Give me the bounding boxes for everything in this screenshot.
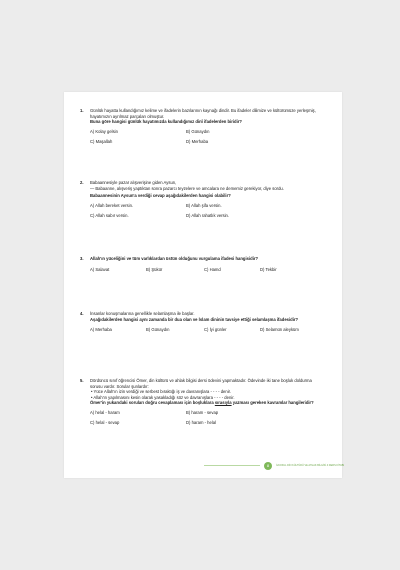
question-text: İnsanlar konuşmalarına genellikle selamlaşma ile başlar.: [90, 311, 195, 316]
answer-row: [90, 213, 324, 219]
answer-row: [90, 139, 324, 145]
option-a[interactable]: A) Merhaba: [90, 327, 112, 333]
question-number: 5.: [80, 378, 84, 383]
question-text: Dördüncü sınıf öğrencisi Ömer, din kültürü ve ahlak bilgisi dersi ödevini yapmaktadır. Ödevinde iki tane boşluk doldurma sorusu vardır. Sorular şunlardır:: [90, 378, 312, 389]
worksheet-page: [64, 92, 345, 478]
option-c[interactable]: C) Allah sabır versin.: [90, 212, 129, 218]
option-c[interactable]: C) İyi günler: [204, 327, 227, 333]
answer-row: [90, 203, 324, 209]
option-a[interactable]: A) Salavat: [90, 266, 110, 272]
option-a[interactable]: A) Allah bereket versin.: [90, 202, 134, 208]
option-d[interactable]: D) Tekbir: [260, 266, 277, 272]
question-prompt: Allah'ın yüceliğini ve tüm varlıklardan üstün olduğunu vurgulama ifadesi hangisidir?: [90, 256, 259, 261]
option-c[interactable]: C) Hamd: [204, 266, 221, 272]
question-text: Günlük hayatta kullandığımız kelime ve ifadelerin bazılarının kaynağı dindir. Bu ifadeler dilimize ve kültürümüze yerleşmiş, hayatımızın ayrılmaz parçaları olmuştur.: [90, 108, 316, 119]
question-prompt: [90, 400, 324, 406]
bullet-item: • Yüce Allah'ın izin verdiği ve serbest bıraktığı iş ve davranışlara - - - - denir.: [91, 389, 231, 395]
question-prompt: Aşağıdakilerden hangisi aynı zamanda bir dua olan ve İslam dininin tavsiye ettiği selamlaşma ifadesidir?: [90, 316, 299, 322]
option-b[interactable]: B) Günaydın: [186, 128, 210, 134]
answer-row: [90, 410, 324, 416]
answer-row: [90, 420, 324, 426]
answer-row: [90, 267, 324, 273]
option-d[interactable]: D) Merhaba: [186, 138, 209, 144]
answer-row: [90, 129, 324, 135]
option-a[interactable]: A) Kolay gelsin: [90, 128, 118, 134]
prompt-part: Ömer'in yukarıdaki soruları doğru cevaplaması için boşluklara: [90, 400, 215, 406]
answer-row: [90, 327, 324, 333]
bullet-item: • Allah'ın yapılmasını kesin olarak yasakladığı söz ve davranışlara - - - - denir.: [91, 394, 235, 400]
footer-text: İLKOKUL DİN KÜLTÜRÜ VE AHLAK BİLGİSİ 4 DERS KİTABI: [276, 464, 345, 467]
option-b[interactable]: B) haram - sevap: [186, 409, 219, 415]
option-b[interactable]: B) Şükür: [146, 266, 163, 272]
footer-divider: [204, 465, 260, 466]
option-d[interactable]: D) Allah rahatlık versin.: [186, 212, 230, 218]
option-c[interactable]: C) helal - sevap: [90, 419, 120, 425]
option-b[interactable]: B) Günaydın: [146, 327, 170, 333]
question-number: 2.: [80, 180, 84, 185]
question-text: Babaannesiyle pazar alışverişine giden Aysun,: [90, 180, 177, 185]
page-footer: [204, 462, 344, 472]
option-d[interactable]: D) Selamün aleyküm: [260, 327, 299, 333]
option-a[interactable]: A) helal - haram: [90, 409, 120, 415]
question-number: 3.: [80, 256, 84, 261]
prompt-underlined: sırasıyla: [214, 400, 232, 406]
option-c[interactable]: C) Maşallah: [90, 138, 113, 144]
question-number: 1.: [80, 108, 84, 113]
question-text: — Babaanne, alışveriş yaptıktan sonra pazarcı teyzelere ve amcalara ne dememiz gerekiyor, diye sordu.: [90, 185, 284, 191]
question-number: 4.: [80, 311, 84, 316]
prompt-part: yazması gereken kavramlar hangileridir?: [231, 400, 314, 406]
option-b[interactable]: B) Allah şifa versin.: [186, 202, 222, 208]
option-d[interactable]: D) haram - helal: [186, 419, 217, 425]
question-prompt: Babaannesinin Aysun'a verdiği cevap aşağıdakilerden hangisi olabilir?: [90, 193, 231, 199]
question-prompt: Buna göre hangisi günlük hayatımızda kullandığımız dinî ifadelerden biridir?: [90, 119, 242, 125]
page-number: 8: [264, 462, 272, 470]
